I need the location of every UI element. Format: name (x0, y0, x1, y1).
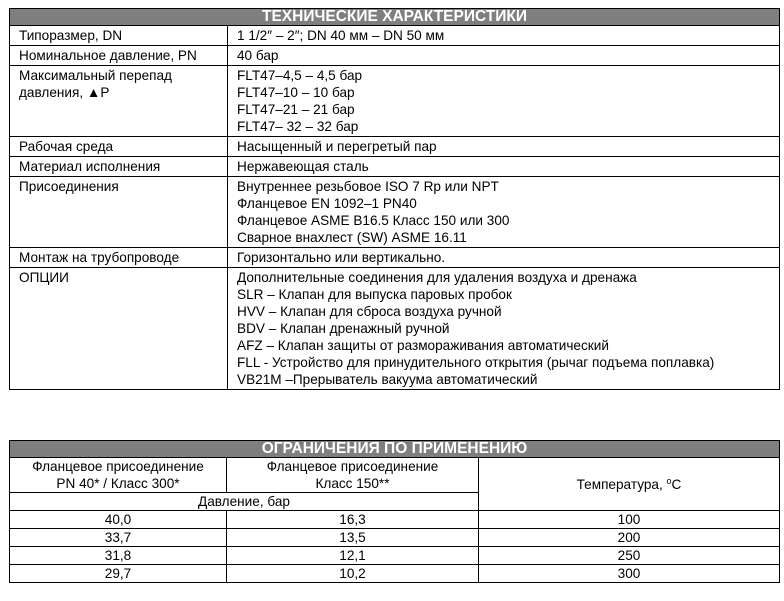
spec-label (10, 66, 228, 137)
temperature-cell: 200 (479, 529, 780, 547)
specs-title: ТЕХНИЧЕСКИЕ ХАРАКТЕРИСТИКИ (10, 9, 780, 26)
limits-row (10, 547, 780, 565)
spec-value (228, 66, 780, 137)
pressure-class150-cell: 16,3 (227, 511, 479, 529)
col-header-pn40-line1: Фланцевое присоединение (32, 459, 204, 474)
limits-body (10, 441, 780, 583)
spec-value-line: FLT47–10 – 10 бар (237, 85, 355, 100)
specs-table (9, 8, 780, 390)
spec-row (10, 137, 780, 157)
pressure-class150-cell: 13,5 (227, 529, 479, 547)
spec-value-line: FLL - Устройство для принудительного открытия (рычаг подъема поплавка) (237, 355, 715, 370)
temperature-cell: 300 (479, 565, 780, 583)
spec-value (228, 268, 780, 390)
spec-value-line: HVV – Клапан для сброса воздуха ручной (237, 304, 502, 319)
limits-table (9, 440, 780, 583)
spec-value-line: Насыщенный и перегретый пар (237, 139, 437, 154)
spec-value-line: Сварное внахлест (SW) ASME 16.11 (237, 230, 467, 245)
spec-row (10, 157, 780, 177)
temperature-unit: C (671, 476, 682, 492)
limits-title: ОГРАНИЧЕНИЯ ПО ПРИМЕНЕНИЮ (10, 441, 780, 458)
pressure-pn40-cell: 29,7 (10, 565, 227, 583)
col-header-temperature (479, 458, 780, 511)
spec-value-line: FLT47–21 – 21 бар (237, 102, 355, 117)
spec-label (10, 268, 228, 390)
spec-row (10, 248, 780, 268)
spec-value-line: 1 1/2″ – 2″; DN 40 мм – DN 50 мм (237, 28, 445, 43)
spec-label-line: ОПЦИИ (19, 270, 69, 285)
spec-row (10, 177, 780, 248)
degree-sup: o (666, 475, 672, 486)
spec-row (10, 46, 780, 66)
spec-label-line: Максимальный перепад (19, 68, 172, 83)
pressure-class150-cell: 10,2 (227, 565, 479, 583)
temperature-cell: 100 (479, 511, 780, 529)
pressure-class150-cell: 12,1 (227, 547, 479, 565)
spec-row (10, 26, 780, 46)
spec-value-line: 40 бар (237, 48, 279, 63)
spec-label-line: Рабочая среда (19, 139, 114, 154)
spec-label-line: Монтаж на трубопроводе (19, 250, 180, 265)
spec-value (228, 46, 780, 66)
temperature-label: Температура, (576, 476, 667, 492)
spec-label-line: Номинальное давление, PN (19, 48, 197, 63)
spec-value-line: Дополнительные соединения для удаления воздуха и дренажа (237, 270, 637, 285)
col-header-pn40 (10, 458, 227, 493)
spec-label (10, 157, 228, 177)
spec-value (228, 26, 780, 46)
col-header-class150-line1: Фланцевое присоединение (266, 459, 439, 474)
spec-label (10, 248, 228, 268)
pressure-label: Давление, бар (10, 493, 479, 511)
temperature-cell: 250 (479, 547, 780, 565)
spec-value-line: Фланцевое EN 1092–1 PN40 (237, 196, 417, 211)
limits-row (10, 511, 780, 529)
spec-value-line: Фланцевое ASME B16.5 Класс 150 или 300 (237, 213, 510, 228)
col-header-class150 (227, 458, 479, 493)
spec-value-line: SLR – Клапан для выпуска паровых пробок (237, 287, 512, 302)
col-header-pn40-line2: PN 40* / Класс 300* (56, 476, 180, 491)
spec-row (10, 66, 780, 137)
spec-value-line: VB21M –Прерыватель вакуума автоматический (237, 372, 538, 387)
pressure-pn40-cell: 31,8 (10, 547, 227, 565)
spec-label-line: давления, ▲P (19, 85, 110, 100)
limits-row (10, 529, 780, 547)
spec-value (228, 137, 780, 157)
spec-row (10, 268, 780, 390)
spec-value-line: BDV – Клапан дренажный ручной (237, 321, 450, 336)
spec-value-line: Горизонтально или вертикально. (237, 250, 446, 265)
specs-body (10, 9, 780, 390)
spec-value-line: Нержавеющая сталь (237, 159, 369, 174)
spec-label (10, 137, 228, 157)
spec-value-line: FLT47– 32 – 32 бар (237, 119, 359, 134)
spec-label-line: Типоразмер, DN (19, 28, 123, 43)
spec-value (228, 157, 780, 177)
spec-label-line: Материал исполнения (19, 159, 161, 174)
spec-value-line: Внутреннее резьбовое ISO 7 Rp или NPT (237, 179, 499, 194)
spec-value-line: AFZ – Клапан защиты от размораживания автоматический (237, 338, 609, 353)
spec-label-line: Присоединения (19, 179, 119, 194)
spec-label (10, 46, 228, 66)
spec-value (228, 248, 780, 268)
spec-value-line: FLT47–4,5 – 4,5 бар (237, 68, 363, 83)
spec-label (10, 177, 228, 248)
spec-value (228, 177, 780, 248)
pressure-pn40-cell: 40,0 (10, 511, 227, 529)
pressure-pn40-cell: 33,7 (10, 529, 227, 547)
spec-label (10, 26, 228, 46)
limits-row (10, 565, 780, 583)
col-header-class150-line2: Класс 150** (315, 476, 390, 491)
